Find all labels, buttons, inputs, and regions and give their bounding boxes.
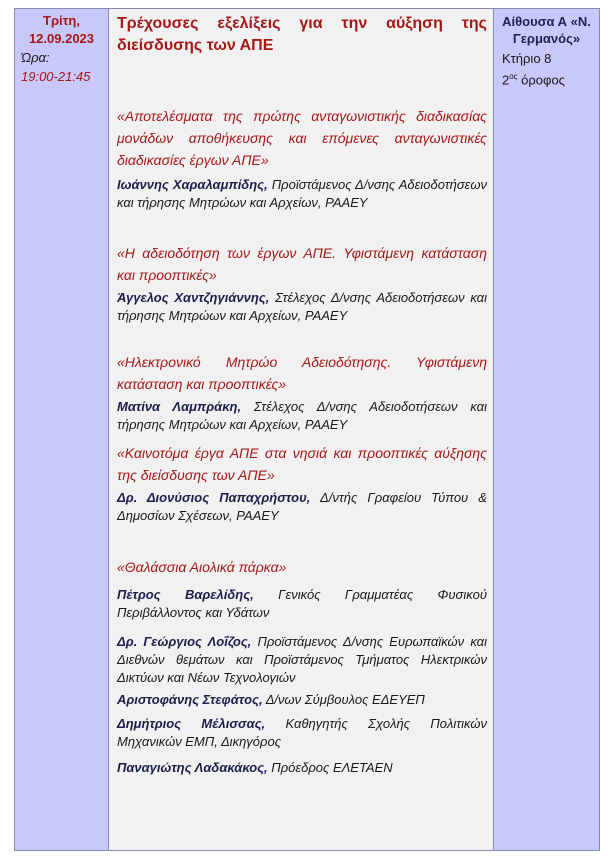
talk-title: «Αποτελέσματα της πρώτης ανταγωνιστικής διαδικασίας μονάδων αποθήκευσης και επόμενες ανταγωνιστικές διαδικασίες έργων ΑΠΕ» xyxy=(117,108,487,168)
speaker-name: Άγγελος Χαντζηγιάννης, xyxy=(117,290,270,305)
speaker-role: Πρόεδρος ΕΛΕΤΑΕΝ xyxy=(271,760,393,775)
room-column xyxy=(493,8,600,851)
speaker-role: Προϊστάμενος Δ/νσης Αδειοδοτήσεων και τήρησης Μητρώων και Αρχείων, ΡΑΑΕΥ xyxy=(117,177,487,210)
speaker-name: Ματίνα Λαμπράκη, xyxy=(117,399,242,414)
speaker-role: Προϊστάμενος Δ/νσης Ευρωπαϊκών και Διεθνών θεμάτων και Προϊστάμενος Τμήματος Ηλεκτρικών Δικτύων και Νέων Τεχνολογιών xyxy=(117,634,487,685)
room-building: Κτήριο 8 xyxy=(502,51,552,66)
room-floor xyxy=(502,72,565,87)
speaker xyxy=(117,691,487,709)
session-column xyxy=(108,8,494,851)
speaker-name: Δρ. Γεώργιος Λοΐζος, xyxy=(117,634,252,649)
speaker xyxy=(117,489,487,525)
speaker xyxy=(117,398,487,434)
room-name: Αίθουσα Α «Ν. Γερμανός» xyxy=(502,14,591,46)
speaker-role: Καθηγητής Σχολής Πολιτικών Μηχανικών ΕΜΠ, Δικηγόρος xyxy=(117,716,487,749)
talk-title: «Η αδειοδότηση των έργων ΑΠΕ. Υφιστάμενη κατάσταση και προοπτικές» xyxy=(117,245,487,283)
speaker xyxy=(117,586,487,622)
speaker-role: Γενικός Γραμματέας Φυσικού Περιβάλλοντος και Υδάτων xyxy=(117,587,487,620)
speaker-role: Δ/νων Σύμβουλος ΕΔΕΥΕΠ xyxy=(265,692,425,707)
speaker-name: Δρ. Διονύσιος Παπαχρήστου, xyxy=(117,490,311,505)
speaker-name: Δημήτριος Μέλισσας, xyxy=(117,716,266,731)
speaker xyxy=(117,715,487,751)
session-title: Τρέχουσες εξελίξεις για την αύξηση της διείσδυσης των ΑΠΕ xyxy=(117,15,487,54)
hour-range: 19:00-21:45 xyxy=(21,69,91,84)
speaker-name: Ιωάννης Χαραλαμπίδης, xyxy=(117,177,268,192)
time-column xyxy=(14,8,109,851)
speaker xyxy=(117,759,487,777)
floor-word: όροφος xyxy=(521,72,565,88)
speaker-role: Στέλεχος Δ/νσης Αδειοδοτήσεων και τήρησης Μητρώων και Αρχείων, ΡΑΑΕΥ xyxy=(117,399,487,432)
talk-title: «Ηλεκτρονικό Μητρώο Αδειοδότησης. Υφιστάμενη κατάσταση και προοπτικές» xyxy=(117,354,487,392)
day-label: Τρίτη, xyxy=(43,13,80,28)
speaker-role: Στέλεχος Δ/νσης Αδειοδοτήσεων και τήρησης Μητρώων και Αρχείων, ΡΑΑΕΥ xyxy=(117,290,487,323)
schedule-table xyxy=(14,8,600,851)
hour-label: Ώρα: xyxy=(21,50,50,65)
speaker-name: Πέτρος Βαρελίδης, xyxy=(117,587,254,602)
date-label: 12.09.2023 xyxy=(28,31,95,46)
talk-title: «Θαλάσσια Αιολικά πάρκα» xyxy=(117,559,287,575)
speaker-name: Παναγιώτης Λαδακάκος, xyxy=(117,760,268,775)
speaker-name: Αριστοφάνης Στεφάτος, xyxy=(117,692,263,707)
talk-title: «Καινοτόμα έργα ΑΠΕ στα νησιά και προοπτικές αύξησης της διείσδυσης των ΑΠΕ» xyxy=(117,445,487,483)
speaker-role: Δ/ντής Γραφείου Τύπου & Δημοσίων Σχέσεων, ΡΑΑΕΥ xyxy=(117,490,487,523)
speaker xyxy=(117,289,487,325)
speaker xyxy=(117,633,487,687)
floor-number: 2 xyxy=(502,72,510,88)
speaker xyxy=(117,176,487,212)
floor-suffix: ος xyxy=(509,72,518,81)
